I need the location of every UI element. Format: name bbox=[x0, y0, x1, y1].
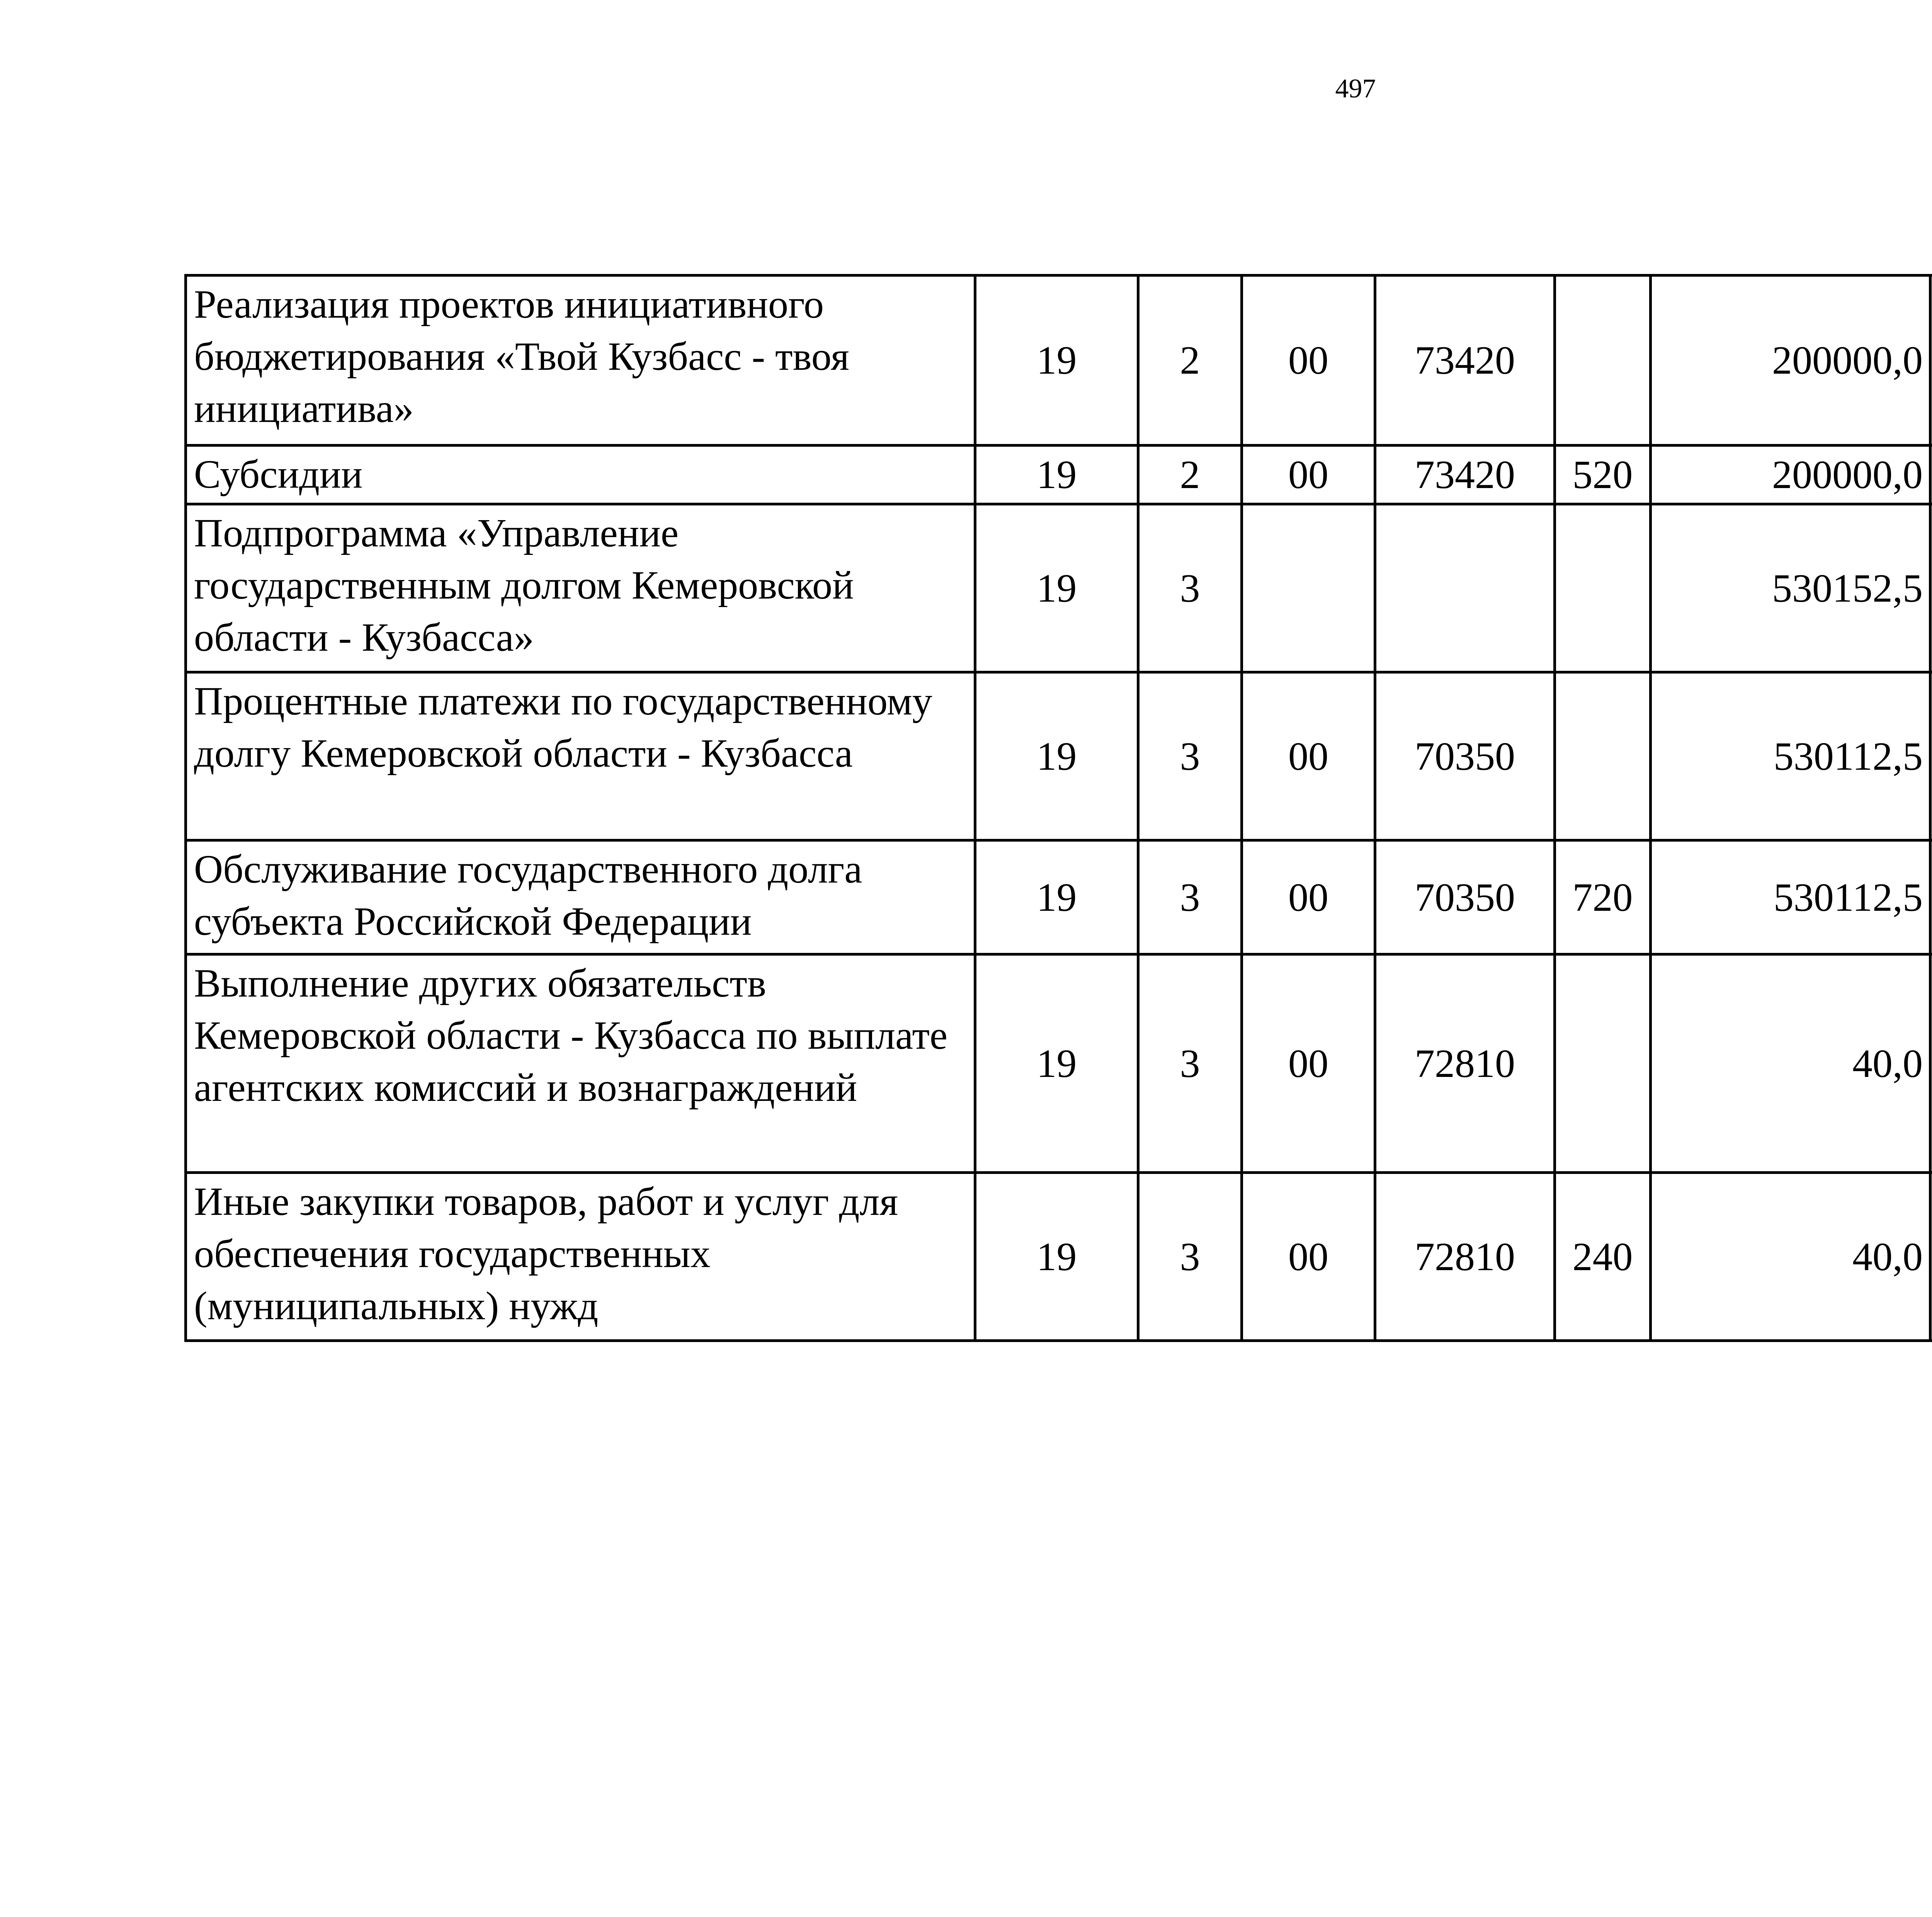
year1-amount: 530112,5 bbox=[1773, 875, 1923, 920]
target-code-cell bbox=[1375, 276, 1555, 446]
year1-amount-cell bbox=[1651, 446, 1930, 504]
year1-amount-cell bbox=[1651, 276, 1930, 446]
target-code-cell bbox=[1375, 840, 1555, 954]
direction-code: 00 bbox=[1288, 734, 1328, 779]
direction-code-cell bbox=[1242, 840, 1375, 954]
target-code-cell bbox=[1375, 1173, 1555, 1341]
year1-amount: 40,0 bbox=[1852, 1041, 1923, 1086]
program-code: 19 bbox=[1036, 338, 1077, 383]
direction-code: 00 bbox=[1288, 875, 1328, 920]
expense-type: 240 bbox=[1572, 1234, 1633, 1279]
budget-table bbox=[184, 274, 1932, 1342]
program-code-cell bbox=[975, 276, 1138, 446]
table-body bbox=[186, 276, 1932, 1341]
row-name-cell bbox=[186, 954, 975, 1173]
subprogram-code-cell bbox=[1138, 840, 1242, 954]
expense-type-cell bbox=[1555, 504, 1651, 672]
subprogram-code-cell bbox=[1138, 276, 1242, 446]
program-code: 19 bbox=[1036, 734, 1077, 779]
program-code: 19 bbox=[1036, 566, 1077, 611]
program-code-cell bbox=[975, 446, 1138, 504]
year1-amount-cell bbox=[1651, 1173, 1930, 1341]
expense-type-cell bbox=[1555, 840, 1651, 954]
program-code-cell bbox=[975, 504, 1138, 672]
row-name-cell bbox=[186, 1173, 975, 1341]
program-code: 19 bbox=[1036, 1041, 1077, 1086]
table-row bbox=[186, 840, 1932, 954]
subprogram-code: 3 bbox=[1180, 875, 1200, 920]
year1-amount-cell bbox=[1651, 954, 1930, 1173]
table-row bbox=[186, 276, 1932, 446]
subprogram-code: 3 bbox=[1180, 1041, 1200, 1086]
expense-type-cell bbox=[1555, 672, 1651, 840]
year1-amount: 530112,5 bbox=[1773, 734, 1923, 779]
year1-amount-cell bbox=[1651, 840, 1930, 954]
year2-amount-cell bbox=[1930, 672, 1932, 840]
program-code: 19 bbox=[1036, 875, 1077, 920]
table-row bbox=[186, 672, 1932, 840]
expense-type-cell bbox=[1555, 446, 1651, 504]
table-row bbox=[186, 504, 1932, 672]
subprogram-code: 2 bbox=[1180, 452, 1200, 497]
direction-code-cell bbox=[1242, 954, 1375, 1173]
table-row bbox=[186, 1173, 1932, 1341]
program-code: 19 bbox=[1036, 1234, 1077, 1279]
program-code-cell bbox=[975, 840, 1138, 954]
year1-amount: 200000,0 bbox=[1772, 452, 1923, 497]
target-code: 73420 bbox=[1415, 452, 1515, 497]
year2-amount-cell bbox=[1930, 446, 1932, 504]
direction-code-cell bbox=[1242, 446, 1375, 504]
table-row bbox=[186, 446, 1932, 504]
target-code: 70350 bbox=[1415, 734, 1515, 779]
row-name-cell bbox=[186, 446, 975, 504]
direction-code: 00 bbox=[1288, 452, 1328, 497]
program-code-cell bbox=[975, 1173, 1138, 1341]
subprogram-code-cell bbox=[1138, 672, 1242, 840]
direction-code-cell bbox=[1242, 672, 1375, 840]
target-code: 72810 bbox=[1415, 1234, 1515, 1279]
subprogram-code-cell bbox=[1138, 1173, 1242, 1341]
target-code-cell bbox=[1375, 446, 1555, 504]
expense-type: 720 bbox=[1572, 875, 1633, 920]
program-code-cell bbox=[975, 672, 1138, 840]
expense-type-cell bbox=[1555, 954, 1651, 1173]
program-code: 19 bbox=[1036, 452, 1077, 497]
subprogram-code: 3 bbox=[1180, 1234, 1200, 1279]
year2-amount-cell bbox=[1930, 504, 1932, 672]
year2-amount-cell bbox=[1930, 276, 1932, 446]
row-name: Реализация проектов инициативного бюджетирования «Твой Кузбасс - твоя инициатива» bbox=[194, 282, 849, 431]
row-name: Обслуживание государственного долга субъекта Российской Федерации bbox=[194, 847, 862, 944]
year1-amount: 530152,5 bbox=[1772, 566, 1923, 611]
subprogram-code-cell bbox=[1138, 954, 1242, 1173]
row-name: Подпрограмма «Управление государственным долгом Кемеровской области - Кузбасса» bbox=[194, 511, 854, 660]
direction-code-cell bbox=[1242, 1173, 1375, 1341]
year1-amount: 40,0 bbox=[1852, 1234, 1923, 1279]
direction-code-cell bbox=[1242, 504, 1375, 672]
row-name: Иные закупки товаров, работ и услуг для обеспечения государственных (муниципальных) нужд bbox=[194, 1179, 898, 1328]
year1-amount-cell bbox=[1651, 672, 1930, 840]
page-number: 497 bbox=[1335, 74, 1376, 104]
row-name-cell bbox=[186, 672, 975, 840]
row-name: Субсидии bbox=[194, 452, 363, 497]
year2-amount-cell bbox=[1930, 954, 1932, 1173]
year2-amount-cell bbox=[1930, 1173, 1932, 1341]
program-code-cell bbox=[975, 954, 1138, 1173]
table-row bbox=[186, 954, 1932, 1173]
expense-type-cell bbox=[1555, 276, 1651, 446]
expense-type: 520 bbox=[1572, 452, 1633, 497]
row-name-cell bbox=[186, 276, 975, 446]
direction-code: 00 bbox=[1288, 1234, 1328, 1279]
subprogram-code: 3 bbox=[1180, 566, 1200, 611]
row-name-cell bbox=[186, 840, 975, 954]
subprogram-code: 2 bbox=[1180, 338, 1200, 383]
row-name: Процентные платежи по государственному долгу Кемеровской области - Кузбасса bbox=[194, 679, 932, 776]
subprogram-code-cell bbox=[1138, 446, 1242, 504]
target-code: 70350 bbox=[1415, 875, 1515, 920]
direction-code: 00 bbox=[1288, 338, 1328, 383]
row-name-cell bbox=[186, 504, 975, 672]
direction-code: 00 bbox=[1288, 1041, 1328, 1086]
target-code-cell bbox=[1375, 504, 1555, 672]
year1-amount-cell bbox=[1651, 504, 1930, 672]
subprogram-code-cell bbox=[1138, 504, 1242, 672]
target-code: 73420 bbox=[1415, 338, 1515, 383]
target-code-cell bbox=[1375, 672, 1555, 840]
year1-amount: 200000,0 bbox=[1772, 338, 1923, 383]
expense-type-cell bbox=[1555, 1173, 1651, 1341]
year2-amount-cell bbox=[1930, 840, 1932, 954]
target-code-cell bbox=[1375, 954, 1555, 1173]
row-name: Выполнение других обязательств Кемеровской области - Кузбасса по выплате агентских комиссий и вознаграждений bbox=[194, 961, 948, 1110]
target-code: 72810 bbox=[1415, 1041, 1515, 1086]
subprogram-code: 3 bbox=[1180, 734, 1200, 779]
direction-code-cell bbox=[1242, 276, 1375, 446]
